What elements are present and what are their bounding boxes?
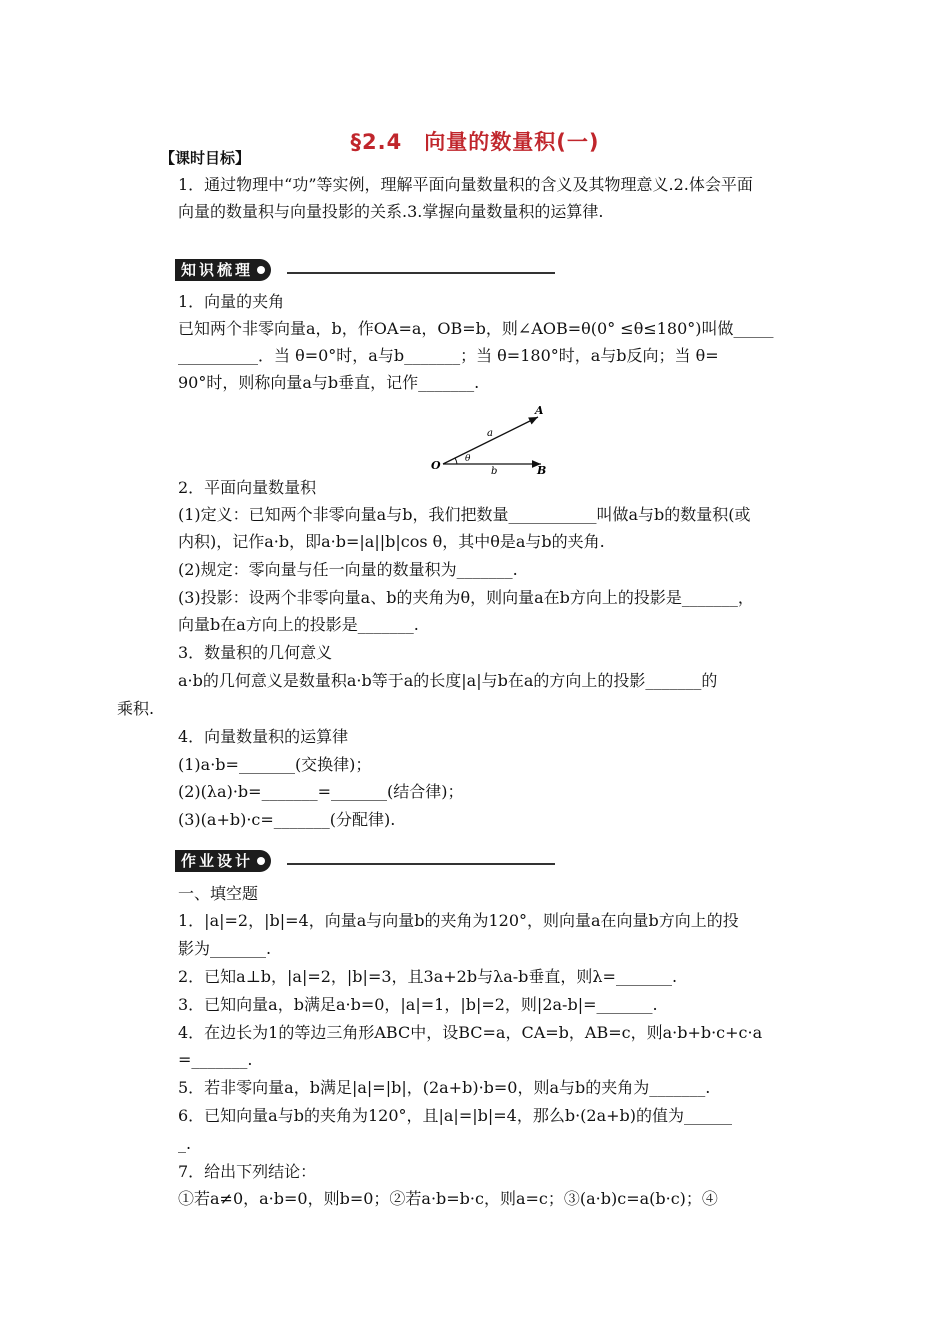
text-line: a·b的几何意义是数量积a·b等于a的长度|a|与b在a的方向上的投影_______的 <box>178 671 718 690</box>
text-line: 1．向量的夹角 <box>178 292 285 311</box>
text-line: 5．若非零向量a，b满足|a|=|b|，(2a+b)·b=0，则a与b的夹角为_______. <box>178 1078 711 1097</box>
bullet-dot-icon <box>257 857 265 865</box>
text-line: =_______. <box>178 1050 253 1069</box>
text-line: __________．当 θ=0°时，a与b_______；当 θ=180°时，a与b反向；当 θ= <box>178 346 719 365</box>
bullet-dot-icon <box>257 266 265 274</box>
angle-arc <box>455 458 457 464</box>
vector-b-label: b <box>491 466 498 477</box>
text-line: 3．数量积的几何意义 <box>178 643 333 662</box>
theta-label: θ <box>465 454 471 464</box>
text-line: (2)(λa)·b=_______=_______(结合律)； <box>178 782 464 801</box>
section-label-box <box>175 850 271 872</box>
objective-line: 1．通过物理中“功”等实例，理解平面向量数量积的含义及其物理意义.2.体会平面 <box>178 175 753 194</box>
text-line: 内积)，记作a·b，即a·b=|a||b|cos θ，其中θ是a与b的夹角. <box>178 532 605 551</box>
vector-a-line <box>443 417 538 464</box>
text-line: 7．给出下列结论： <box>178 1162 317 1181</box>
section-header-homework <box>175 850 555 872</box>
text-line: (1)定义：已知两个非零向量a与b，我们把数量___________叫做a与b的数量积(或 <box>178 505 751 524</box>
text-line: 4．向量数量积的运算律 <box>178 727 349 746</box>
text-line: 3．已知向量a，b满足a·b=0，|a|=1，|b|=2，则|2a-b|=_______. <box>178 995 658 1014</box>
point-a-label: A <box>535 404 544 417</box>
section-label-box <box>175 259 271 281</box>
text-line: 2．已知a⊥b，|a|=2，|b|=3，且3a+2b与λa-b垂直，则λ=_______. <box>178 967 678 986</box>
objectives-heading: 【课时目标】 <box>160 149 251 167</box>
point-o-label: O <box>431 459 441 472</box>
text-line: (3)投影：设两个非零向量a、b的夹角为θ，则向量a在b方向上的投影是_______， <box>178 588 754 607</box>
text-line: (3)(a+b)·c=_______(分配律). <box>178 810 396 829</box>
text-line: 向量b在a方向上的投影是_______. <box>178 615 419 634</box>
text-line: ①若a≠0，a·b=0，则b=0；②若a·b=b·c，则a=c；③(a·b)c=a(b·c)；④ <box>178 1189 718 1208</box>
objective-line: 向量的数量积与向量投影的关系.3.掌握向量数量积的运算律. <box>178 202 604 221</box>
text-line: (1)a·b=_______(交换律)； <box>178 755 372 774</box>
point-b-label: B <box>537 464 547 477</box>
text-line: 影为_______. <box>178 939 272 958</box>
page-title: §2.4 向量的数量积(一) <box>350 130 600 154</box>
section-header-knowledge <box>175 259 555 281</box>
text-line: 4．在边长为1的等边三角形ABC中，设BC=a，CA=b，AB=c，则a·b+b·c+c·a <box>178 1023 763 1042</box>
text-line: 2．平面向量数量积 <box>178 478 317 497</box>
section-divider <box>287 272 555 274</box>
angle-figure <box>425 402 555 477</box>
vector-a-label: a <box>487 428 493 439</box>
text-line: 6．已知向量a与b的夹角为120°，且|a|=|b|=4，那么b·(2a+b)的值为______ <box>178 1106 733 1125</box>
text-line: 一、填空题 <box>178 884 259 903</box>
section-label: 作业设计 <box>181 852 254 870</box>
text-line: 90°时，则称向量a与b垂直，记作_______. <box>178 373 480 392</box>
text-line: 已知两个非零向量a，b，作OA=a，OB=b，则∠AOB=θ(0° ≤θ≤180°)叫做_____ <box>178 319 774 338</box>
text-line: 乘积. <box>117 699 155 718</box>
text-line: (2)规定：零向量与任一向量的数量积为_______. <box>178 560 518 579</box>
section-divider <box>287 863 555 865</box>
text-line: 1．|a|=2，|b|=4，向量a与向量b的夹角为120°，则向量a在向量b方向上的投 <box>178 911 739 930</box>
section-label: 知识梳理 <box>181 261 254 279</box>
text-line: _. <box>178 1134 192 1153</box>
